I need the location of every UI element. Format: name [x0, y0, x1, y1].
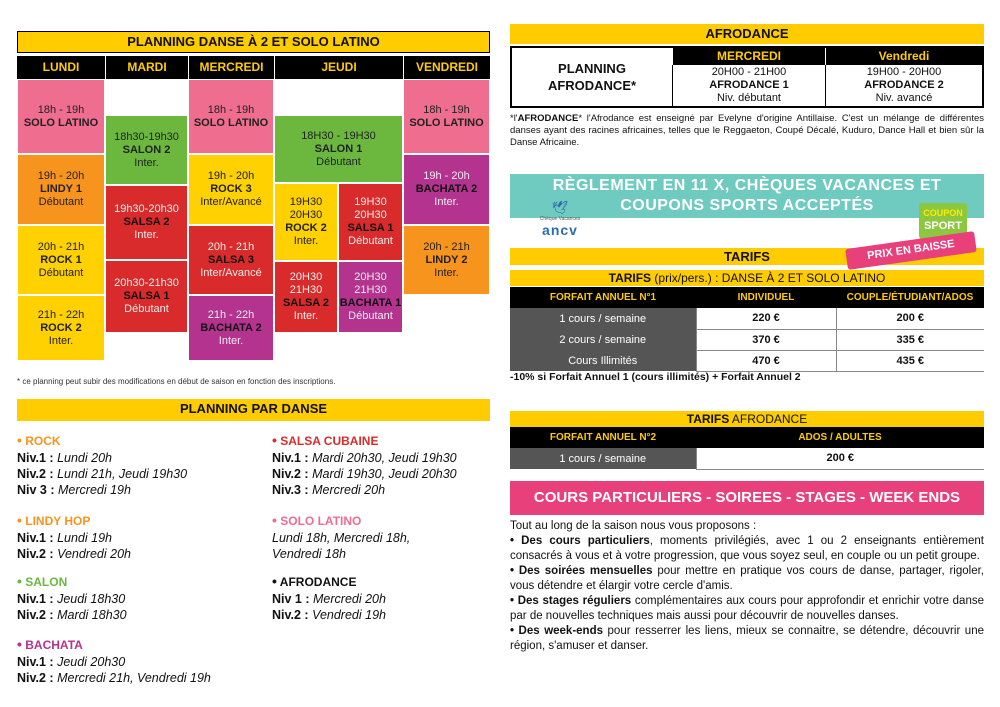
coupon-sport-logo: COUPON SPORT — [919, 203, 967, 239]
course-cell: 18H30 - 19H30 SALON 1 Débutant — [274, 115, 403, 183]
bird-icon: 🕊 — [551, 200, 569, 215]
table-row: 1 cours / semaine 220 € 200 € — [510, 308, 984, 329]
course-cell: 20h - 21h LINDY 2 Inter. — [403, 225, 490, 295]
footnote: * ce planning peut subir des modifications en début de saison en fonction des inscriptions. — [17, 377, 336, 386]
tarifs-title: TARIFS — [510, 248, 984, 265]
par-danse-title: PLANNING PAR DANSE — [17, 399, 490, 421]
bullet-icon: • — [17, 573, 22, 589]
course-cell: 20H30 21H30 SALSA 2 Inter. — [274, 261, 338, 333]
dance-salon: • SALON Niv.1 : Jeudi 18h30 Niv.2 : Mardi 18h30 — [17, 573, 127, 622]
dance-lindy: • LINDY HOP Niv.1 : Lundi 19h Niv.2 : Vendredi 20h — [17, 512, 131, 561]
ancv-logo: 🕊 Chèque Vacances ancv — [530, 200, 590, 244]
course-cell: 18h30-19h30 SALON 2 Inter. — [105, 115, 188, 185]
course-cell: 20H30 21H30 BACHATA 1 Débutant — [338, 261, 403, 333]
course-cell: 21h - 22h BACHATA 2 Inter. — [188, 295, 274, 361]
prix-en-baisse-badge: PRIX EN BAISSE — [845, 231, 977, 270]
course-cell: 20h - 21h SALSA 3 Inter/Avancé — [188, 225, 274, 295]
bullet-icon: • — [17, 432, 22, 448]
table-row: 2 cours / semaine 370 € 335 € — [510, 329, 984, 350]
day-jeudi: JEUDI — [274, 56, 403, 79]
course-cell: 18h - 19h SOLO LATINO — [403, 79, 490, 154]
bullet-icon: • — [272, 432, 277, 448]
day-lundi: LUNDI — [17, 56, 105, 79]
reglement-banner: RÈGLEMENT EN 11 X, CHÈQUES VACANCES ET COUPONS SPORTS ACCEPTÉS — [510, 174, 984, 218]
day-vendredi: VENDREDI — [403, 56, 490, 79]
tarifs-table: FORFAIT ANNUEL N°1 INDIVIDUEL COUPLE/ÉTUDIANT/ADOS 1 cours / semaine 220 € 200 € 2 cours / semaine 370 € 335 € Cours Illimités 470 € 435 € — [510, 287, 984, 372]
bullet-icon: • — [17, 636, 22, 652]
course-cell: 19h - 20h BACHATA 2 Inter. — [403, 154, 490, 225]
course-cell: 18h - 19h SOLO LATINO — [188, 79, 274, 154]
cours-title: COURS PARTICULIERS - SOIREES - STAGES - WEEK ENDS — [510, 481, 984, 515]
course-cell: 19H30 20H30 SALSA 1 Débutant — [338, 183, 403, 261]
course-cell: 21h - 22h ROCK 2 Inter. — [17, 295, 105, 361]
day-mardi: MARDI — [105, 56, 188, 79]
course-cell: 20h - 21h ROCK 1 Débutant — [17, 225, 105, 295]
dance-afro: • AFRODANCE Niv 1 : Mercredi 20h Niv.2 : Vendredi 19h — [272, 573, 386, 622]
dance-salsa: • SALSA CUBAINE Niv.1 : Mardi 20h30, Jeudi 19h30 Niv.2 : Mardi 19h30, Jeudi 20h30 Niv.3 : Mercredi 20h — [272, 432, 457, 497]
tarifs-afro-table: FORFAIT ANNUEL N°2 ADOS / ADULTES 1 cours / semaine 200 € — [510, 427, 984, 470]
remise-note: -10% si Forfait Annuel 1 (cours illimités) + Forfait Annuel 2 — [510, 371, 801, 383]
dance-solo: • SOLO LATINO Lundi 18h, Mercredi 18h, Vendredi 18h — [272, 512, 411, 561]
course-cell: 19h30-20h30 SALSA 2 Inter. — [105, 185, 188, 260]
dance-rock: • ROCK Niv.1 : Lundi 20h Niv.2 : Lundi 21h, Jeudi 19h30 Niv 3 : Mercredi 19h — [17, 432, 188, 497]
course-cell: 19H30 20H30 ROCK 2 Inter. — [274, 183, 338, 261]
planning-title: PLANNING DANSE À 2 ET SOLO LATINO — [17, 31, 490, 53]
afro-note: *l'AFRODANCE* l'Afrodance est enseigné par Evelyne d'origine Antillaise. C'est un mélange de différentes danses ayant des racines africaines, telles que le Reggaeton, Coupé Décalé, Kuduro, Dance Hall et bien sûr la Danse Africaine. — [510, 113, 984, 148]
dance-bachata: • BACHATA Niv.1 : Jeudi 20h30 Niv.2 : Mercredi 21h, Vendredi 19h — [17, 636, 211, 685]
afro-title: AFRODANCE — [510, 24, 984, 44]
course-cell: 19h - 20h LINDY 1 Débutant — [17, 154, 105, 225]
afro-col-mercredi: MERCREDI — [672, 48, 825, 65]
bullet-icon: • — [17, 512, 22, 528]
day-mercredi: MERCREDI — [188, 56, 274, 79]
table-row: 1 cours / semaine 200 € — [510, 448, 984, 469]
course-cell: 19h - 20h ROCK 3 Inter/Avancé — [188, 154, 274, 225]
table-row: Cours Illimités 470 € 435 € — [510, 350, 984, 371]
cours-text: Tout au long de la saison nous vous proposons : • Des cours particuliers, moments privilégiés, avec 1 ou 2 enseignants entièrement consacrés à vous et à votre progression, que vous soyez seul, en couple ou un petit groupe. • Des soirées mensuelles pour mettre en pratique vos cours de danse, partager, rigoler, vous détendre et élargir votre cercle d'amis. • Des stages réguliers complémentaires aux cours pour approfondir et enrichir votre danse par de nouvelles techniques mais aussi pour découvrir de nouvelles danses. • Des week-ends pour resserrer les liens, mieux se connaitre, se détendre, découvrir une région, s'amuser et danser. — [510, 520, 984, 652]
afro-col-vendredi: Vendredi — [825, 48, 982, 65]
bullet-icon: • — [272, 573, 277, 589]
tarifs-subtitle: TARIFS (prix/pers.) : DANSE À 2 ET SOLO LATINO — [510, 270, 984, 286]
course-cell: 18h - 19h SOLO LATINO — [17, 79, 105, 154]
course-cell: 20h30-21h30 SALSA 1 Débutant — [105, 260, 188, 333]
afro-table: PLANNING AFRODANCE* MERCREDI Vendredi 20H00 - 21H00 AFRODANCE 1 Niv. débutant 19H00 - 20H00 AFRODANCE 2 Niv. avancé — [510, 46, 984, 108]
bullet-icon: • — [272, 512, 277, 528]
tarifs-afro-title: TARIFS AFRODANCE — [510, 411, 984, 427]
day-header-row — [17, 56, 490, 79]
